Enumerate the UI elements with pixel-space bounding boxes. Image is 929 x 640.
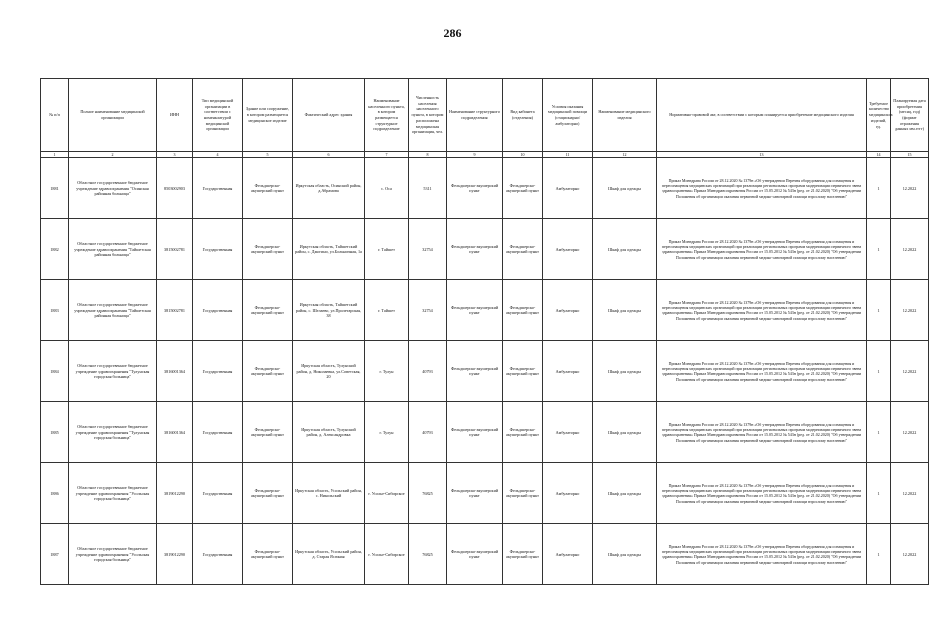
purchase-date: 12.2022 xyxy=(891,341,929,402)
structural-unit: Фельдшерско-акушерский пункт xyxy=(447,158,503,219)
inn: 3816001364 xyxy=(157,341,193,402)
column-number: 9 xyxy=(447,152,503,158)
column-number: 8 xyxy=(409,152,447,158)
population: 76825 xyxy=(409,463,447,524)
population: 40793 xyxy=(409,402,447,463)
device-name: Шкаф для одежды xyxy=(593,219,657,280)
header-cell: Нормативно-правовой акт, в соответствии с которым планируется приобретение медицинского изделия xyxy=(657,79,867,152)
actual-address: Иркутская область, Тайшетский район, с. Шелаево, ул.Пролетарская, 38 xyxy=(293,280,365,341)
header-cell: Здание или сооружение, в котором размещается медицинское изделие xyxy=(243,79,293,152)
organization-name: Областное государственное бюджетное учреждение здравоохранения "Осинская районная больница" xyxy=(69,158,157,219)
care-conditions: Амбулаторно xyxy=(543,219,593,280)
locality: г. Усолье-Сибирское xyxy=(365,524,409,585)
structural-unit: Фельдшерско-акушерский пункт xyxy=(447,402,503,463)
column-number: 7 xyxy=(365,152,409,158)
quantity: 1 xyxy=(867,402,891,463)
organization-name: Областное государственное бюджетное учреждение здравоохранения "Усольская городская больница" xyxy=(69,463,157,524)
header-cell: Условия оказания медицинской помощи (стационарно/амбулаторно) xyxy=(543,79,593,152)
row-number: 1882 xyxy=(41,219,69,280)
structural-unit: Фельдшерско-акушерский пункт xyxy=(447,524,503,585)
organization-type: Государственная xyxy=(193,524,243,585)
row-number: 1884 xyxy=(41,341,69,402)
actual-address: Иркутская область, Осинский район, д.Абрамова xyxy=(293,158,365,219)
legal-act: Приказ Минздрава России от 28.12.2020 № 1379н «Об утверждении Перечня оборудования для оснащения и переоснащения медицинских организаций при реализации региональных программ модернизации первичного звена здравоохранения» Приказ Минздравсоцразвития России от 15.05.2012 № 543н (ред. от 21.02.2020) "Об утверждении Положения об организации оказания первичной медико-санитарной помощи взрослому населению" xyxy=(657,524,867,585)
cabinet-type: Фельдшерско-акушерский пункт xyxy=(503,341,543,402)
inn: 3819012290 xyxy=(157,463,193,524)
column-number: 1 xyxy=(41,152,69,158)
table-row xyxy=(41,402,929,463)
organization-name: Областное государственное бюджетное учреждение здравоохранения "Тайшетская районная больница" xyxy=(69,219,157,280)
legal-act: Приказ Минздрава России от 28.12.2020 № 1379н «Об утверждении Перечня оборудования для оснащения и переоснащения медицинских организаций при реализации региональных программ модернизации первичного звена здравоохранения» Приказ Минздравсоцразвития России от 15.05.2012 № 543н (ред. от 21.02.2020) "Об утверждении Положения об организации оказания первичной медико-санитарной помощи взрослому населению" xyxy=(657,158,867,219)
column-number: 14 xyxy=(867,152,891,158)
device-name: Шкаф для одежды xyxy=(593,402,657,463)
table-row xyxy=(41,524,929,585)
header-cell: Наименование медицинского изделия xyxy=(593,79,657,152)
organization-type: Государственная xyxy=(193,219,243,280)
page-number: 286 xyxy=(443,26,462,40)
actual-address: Иркутская область, Усольский район, с. Никольский xyxy=(293,463,365,524)
organization-type: Государственная xyxy=(193,158,243,219)
care-conditions: Амбулаторно xyxy=(543,463,593,524)
care-conditions: Амбулаторно xyxy=(543,158,593,219)
column-number: 3 xyxy=(157,152,193,158)
structural-unit: Фельдшерско-акушерский пункт xyxy=(447,463,503,524)
organization-type: Государственная xyxy=(193,280,243,341)
cabinet-type: Фельдшерско-акушерский пункт xyxy=(503,524,543,585)
inn: 3816001364 xyxy=(157,402,193,463)
structural-unit: Фельдшерско-акушерский пункт xyxy=(447,219,503,280)
building: Фельдшерско-акушерский пункт xyxy=(243,158,293,219)
building: Фельдшерско-акушерский пункт xyxy=(243,402,293,463)
legal-act: Приказ Минздрава России от 28.12.2020 № 1379н «Об утверждении Перечня оборудования для оснащения и переоснащения медицинских организаций при реализации региональных программ модернизации первичного звена здравоохранения» Приказ Минздравсоцразвития России от 15.05.2012 № 543н (ред. от 21.02.2020) "Об утверждении Положения об организации оказания первичной медико-санитарной помощи взрослому населению" xyxy=(657,219,867,280)
column-number: 13 xyxy=(657,152,867,158)
cabinet-type: Фельдшерско-акушерский пункт xyxy=(503,463,543,524)
device-name: Шкаф для одежды xyxy=(593,524,657,585)
purchase-date: 12.2022 xyxy=(891,524,929,585)
column-number: 10 xyxy=(503,152,543,158)
purchase-date: 12.2022 xyxy=(891,280,929,341)
organization-type: Государственная xyxy=(193,463,243,524)
organization-name: Областное государственное бюджетное учреждение здравоохранения "Тайшетская районная больница" xyxy=(69,280,157,341)
purchase-date: 12.2022 xyxy=(891,158,929,219)
header-cell: Наименование структурного подразделения xyxy=(447,79,503,152)
legal-act: Приказ Минздрава России от 28.12.2020 № 1379н «Об утверждении Перечня оборудования для оснащения и переоснащения медицинских организаций при реализации региональных программ модернизации первичного звена здравоохранения» Приказ Минздравсоцразвития России от 15.05.2012 № 543н (ред. от 21.02.2020) "Об утверждении Положения об организации оказания первичной медико-санитарной помощи взрослому населению" xyxy=(657,402,867,463)
inn: 3815002781 xyxy=(157,280,193,341)
column-number: 12 xyxy=(593,152,657,158)
device-name: Шкаф для одежды xyxy=(593,463,657,524)
device-name: Шкаф для одежды xyxy=(593,158,657,219)
organization-name: Областное государственное бюджетное учреждение здравоохранения "Усольская городская больница" xyxy=(69,524,157,585)
organization-type: Государственная xyxy=(193,402,243,463)
cabinet-type: Фельдшерско-акушерский пункт xyxy=(503,280,543,341)
header-cell: Планируемая дата приобретения (месяц, год) (формат отражения данных мм.гггг) xyxy=(891,79,929,152)
table-row xyxy=(41,280,929,341)
purchase-date: 12.2022 xyxy=(891,219,929,280)
row-number: 1887 xyxy=(41,524,69,585)
row-number: 1885 xyxy=(41,402,69,463)
device-name: Шкаф для одежды xyxy=(593,280,657,341)
table-row xyxy=(41,341,929,402)
column-number: 15 xyxy=(891,152,929,158)
quantity: 1 xyxy=(867,341,891,402)
header-cell: Полное наименование медицинской организации xyxy=(69,79,157,152)
header-cell: Требуемое количество медицинских изделий, ед. xyxy=(867,79,891,152)
locality: г. Тулун xyxy=(365,402,409,463)
structural-unit: Фельдшерско-акушерский пункт xyxy=(447,341,503,402)
cabinet-type: Фельдшерско-акушерский пункт xyxy=(503,219,543,280)
legal-act: Приказ Минздрава России от 28.12.2020 № 1379н «Об утверждении Перечня оборудования для оснащения и переоснащения медицинских организаций при реализации региональных программ модернизации первичного звена здравоохранения» Приказ Минздравсоцразвития России от 15.05.2012 № 543н (ред. от 21.02.2020) "Об утверждении Положения об организации оказания первичной медико-санитарной помощи взрослому населению" xyxy=(657,463,867,524)
header-cell: ИНН xyxy=(157,79,193,152)
legal-act: Приказ Минздрава России от 28.12.2020 № 1379н «Об утверждении Перечня оборудования для оснащения и переоснащения медицинских организаций при реализации региональных программ модернизации первичного звена здравоохранения» Приказ Минздравсоцразвития России от 15.05.2012 № 543н (ред. от 21.02.2020) "Об утверждении Положения об организации оказания первичной медико-санитарной помощи взрослому населению" xyxy=(657,280,867,341)
care-conditions: Амбулаторно xyxy=(543,524,593,585)
table-row xyxy=(41,219,929,280)
device-name: Шкаф для одежды xyxy=(593,341,657,402)
building: Фельдшерско-акушерский пункт xyxy=(243,341,293,402)
locality: г. Тайшет xyxy=(365,280,409,341)
cabinet-type: Фельдшерско-акушерский пункт xyxy=(503,402,543,463)
header-cell: Численность населения населенного пункта, в котором расположена медицинская организация, чел. xyxy=(409,79,447,152)
population: 40793 xyxy=(409,341,447,402)
column-number: 11 xyxy=(543,152,593,158)
row-number: 1886 xyxy=(41,463,69,524)
row-number: 1881 xyxy=(41,158,69,219)
structural-unit: Фельдшерско-акушерский пункт xyxy=(447,280,503,341)
row-number: 1883 xyxy=(41,280,69,341)
care-conditions: Амбулаторно xyxy=(543,341,593,402)
quantity: 1 xyxy=(867,219,891,280)
legal-act: Приказ Минздрава России от 28.12.2020 № 1379н «Об утверждении Перечня оборудования для оснащения и переоснащения медицинских организаций при реализации региональных программ модернизации первичного звена здравоохранения» Приказ Минздравсоцразвития России от 15.05.2012 № 543н (ред. от 21.02.2020) "Об утверждении Положения об организации оказания первичной медико-санитарной помощи взрослому населению" xyxy=(657,341,867,402)
population: 76825 xyxy=(409,524,447,585)
care-conditions: Амбулаторно xyxy=(543,280,593,341)
building: Фельдшерско-акушерский пункт xyxy=(243,280,293,341)
purchase-date: 12.2022 xyxy=(891,463,929,524)
building: Фельдшерско-акушерский пункт xyxy=(243,219,293,280)
purchase-date: 12.2022 xyxy=(891,402,929,463)
header-cell: Фактический адрес здания xyxy=(293,79,365,152)
building: Фельдшерско-акушерский пункт xyxy=(243,524,293,585)
table-row xyxy=(41,463,929,524)
quantity: 1 xyxy=(867,524,891,585)
header-cell: Вид кабинета (отделения) xyxy=(503,79,543,152)
header-cell: Тип медицинской организации в соответствии с номенклатурой медицинской организации xyxy=(193,79,243,152)
care-conditions: Амбулаторно xyxy=(543,402,593,463)
locality: г. Тайшет xyxy=(365,219,409,280)
inn: 3815002781 xyxy=(157,219,193,280)
actual-address: Иркутская область, Тулунский район, д. Николаевка, ул.Советская, 20 xyxy=(293,341,365,402)
header-cell: Наименование населенного пункта, в котором размещается структурное подразделение xyxy=(365,79,409,152)
equipment-table xyxy=(40,78,929,585)
header-cell: № п/п xyxy=(41,79,69,152)
organization-name: Областное государственное бюджетное учреждение здравоохранения "Тулунская городская больница" xyxy=(69,402,157,463)
building: Фельдшерско-акушерский пункт xyxy=(243,463,293,524)
population: 5311 xyxy=(409,158,447,219)
organization-name: Областное государственное бюджетное учреждение здравоохранения "Тулунская городская больница" xyxy=(69,341,157,402)
locality: с. Оса xyxy=(365,158,409,219)
actual-address: Иркутская область, Усольский район, д. Старая Ясачная xyxy=(293,524,365,585)
column-number: 5 xyxy=(243,152,293,158)
quantity: 1 xyxy=(867,158,891,219)
header-row xyxy=(41,79,929,152)
population: 32754 xyxy=(409,280,447,341)
locality: г. Усолье-Сибирское xyxy=(365,463,409,524)
table-row xyxy=(41,158,929,219)
actual-address: Иркутская область, Тайшетский район, с. Джогино, ул.Больничная, 1а xyxy=(293,219,365,280)
inn: 3819012290 xyxy=(157,524,193,585)
quantity: 1 xyxy=(867,280,891,341)
cabinet-type: Фельдшерско-акушерский пункт xyxy=(503,158,543,219)
inn: 8503002903 xyxy=(157,158,193,219)
locality: г. Тулун xyxy=(365,341,409,402)
column-number: 6 xyxy=(293,152,365,158)
column-number: 4 xyxy=(193,152,243,158)
quantity: 1 xyxy=(867,463,891,524)
actual-address: Иркутская область, Тулунский район, д. Александровка xyxy=(293,402,365,463)
population: 32754 xyxy=(409,219,447,280)
column-number: 2 xyxy=(69,152,157,158)
organization-type: Государственная xyxy=(193,341,243,402)
